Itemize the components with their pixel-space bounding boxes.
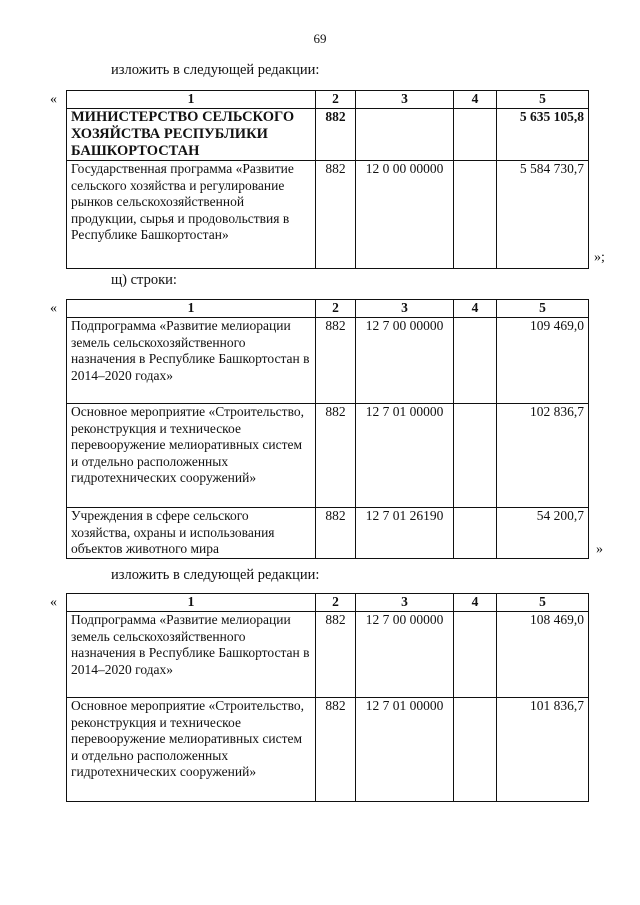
row-name: Основное мероприятие «Строительство, реконструкция и техническое перевооружение мелиоративных систем и отдельно расположенных гидротехнических сооружений»	[67, 698, 316, 802]
table-row	[67, 109, 589, 161]
row-amount: 102 836,7	[497, 404, 589, 508]
table-header-row	[67, 91, 589, 109]
paragraph-rows: щ) строки:	[111, 272, 177, 288]
column-header: 5	[497, 300, 589, 318]
budget-table-1	[66, 90, 589, 269]
row-amount: 54 200,7	[497, 508, 589, 559]
column-header: 3	[356, 594, 454, 612]
column-header: 3	[356, 300, 454, 318]
table-header-row	[67, 594, 589, 612]
row-grs: 882	[316, 161, 356, 269]
row-grs: 882	[316, 404, 356, 508]
row-name: МИНИСТЕРСТВО СЕЛЬСКОГО ХОЗЯЙСТВА РЕСПУБЛИКИ БАШКОРТОСТАН	[67, 109, 316, 161]
quote-open-3: «	[50, 595, 57, 610]
column-header: 1	[67, 300, 316, 318]
page-number: 69	[313, 31, 327, 46]
column-header: 5	[497, 91, 589, 109]
row-code	[356, 109, 454, 161]
column-header: 4	[454, 91, 497, 109]
table-row	[67, 318, 589, 404]
row-name: Учреждения в сфере сельского хозяйства, охраны и использования объектов животного мира	[67, 508, 316, 559]
column-header: 1	[67, 91, 316, 109]
quote-open-1: «	[50, 92, 57, 107]
table-header-row	[67, 300, 589, 318]
table-row	[67, 161, 589, 269]
row-code: 12 7 01 00000	[356, 698, 454, 802]
row-amount: 101 836,7	[497, 698, 589, 802]
paragraph-new-edition-2: изложить в следующей редакции:	[111, 567, 320, 583]
row-grs: 882	[316, 698, 356, 802]
column-header: 2	[316, 300, 356, 318]
paragraph-new-edition-1: изложить в следующей редакции:	[111, 62, 320, 78]
column-header: 4	[454, 300, 497, 318]
row-amount: 109 469,0	[497, 318, 589, 404]
column-header: 5	[497, 594, 589, 612]
row-name: Государственная программа «Развитие сельского хозяйства и регулирование рынков сельскохозяйственной продукции, сырья и продовольствия в Республике Башкортостан»	[67, 161, 316, 269]
column-header: 2	[316, 91, 356, 109]
column-header: 3	[356, 91, 454, 109]
row-name: Подпрограмма «Развитие мелиорации земель сельскохозяйственного назначения в Республике Башкортостан в 2014–2020 годах»	[67, 612, 316, 698]
table-row	[67, 612, 589, 698]
row-code: 12 7 00 00000	[356, 612, 454, 698]
quote-close-2: »	[596, 542, 603, 557]
row-vr	[454, 508, 497, 559]
row-grs: 882	[316, 612, 356, 698]
budget-table-2	[66, 299, 589, 559]
row-grs: 882	[316, 109, 356, 161]
quote-close-1: »;	[594, 250, 605, 265]
row-name: Подпрограмма «Развитие мелиорации земель сельскохозяйственного назначения в Республике Башкортостан в 2014–2020 годах»	[67, 318, 316, 404]
table-row	[67, 508, 589, 559]
row-vr	[454, 698, 497, 802]
quote-open-2: «	[50, 301, 57, 316]
row-vr	[454, 109, 497, 161]
row-code: 12 7 01 00000	[356, 404, 454, 508]
row-grs: 882	[316, 508, 356, 559]
row-code: 12 7 00 00000	[356, 318, 454, 404]
row-code: 12 0 00 00000	[356, 161, 454, 269]
table-row	[67, 698, 589, 802]
column-header: 4	[454, 594, 497, 612]
row-amount: 5 635 105,8	[497, 109, 589, 161]
row-vr	[454, 318, 497, 404]
row-name: Основное мероприятие «Строительство, реконструкция и техническое перевооружение мелиоративных систем и отдельно расположенных гидротехнических сооружений»	[67, 404, 316, 508]
row-code: 12 7 01 26190	[356, 508, 454, 559]
row-vr	[454, 612, 497, 698]
table-row	[67, 404, 589, 508]
row-amount: 5 584 730,7	[497, 161, 589, 269]
budget-table-3	[66, 593, 589, 802]
row-amount: 108 469,0	[497, 612, 589, 698]
column-header: 1	[67, 594, 316, 612]
row-vr	[454, 404, 497, 508]
row-vr	[454, 161, 497, 269]
column-header: 2	[316, 594, 356, 612]
row-grs: 882	[316, 318, 356, 404]
